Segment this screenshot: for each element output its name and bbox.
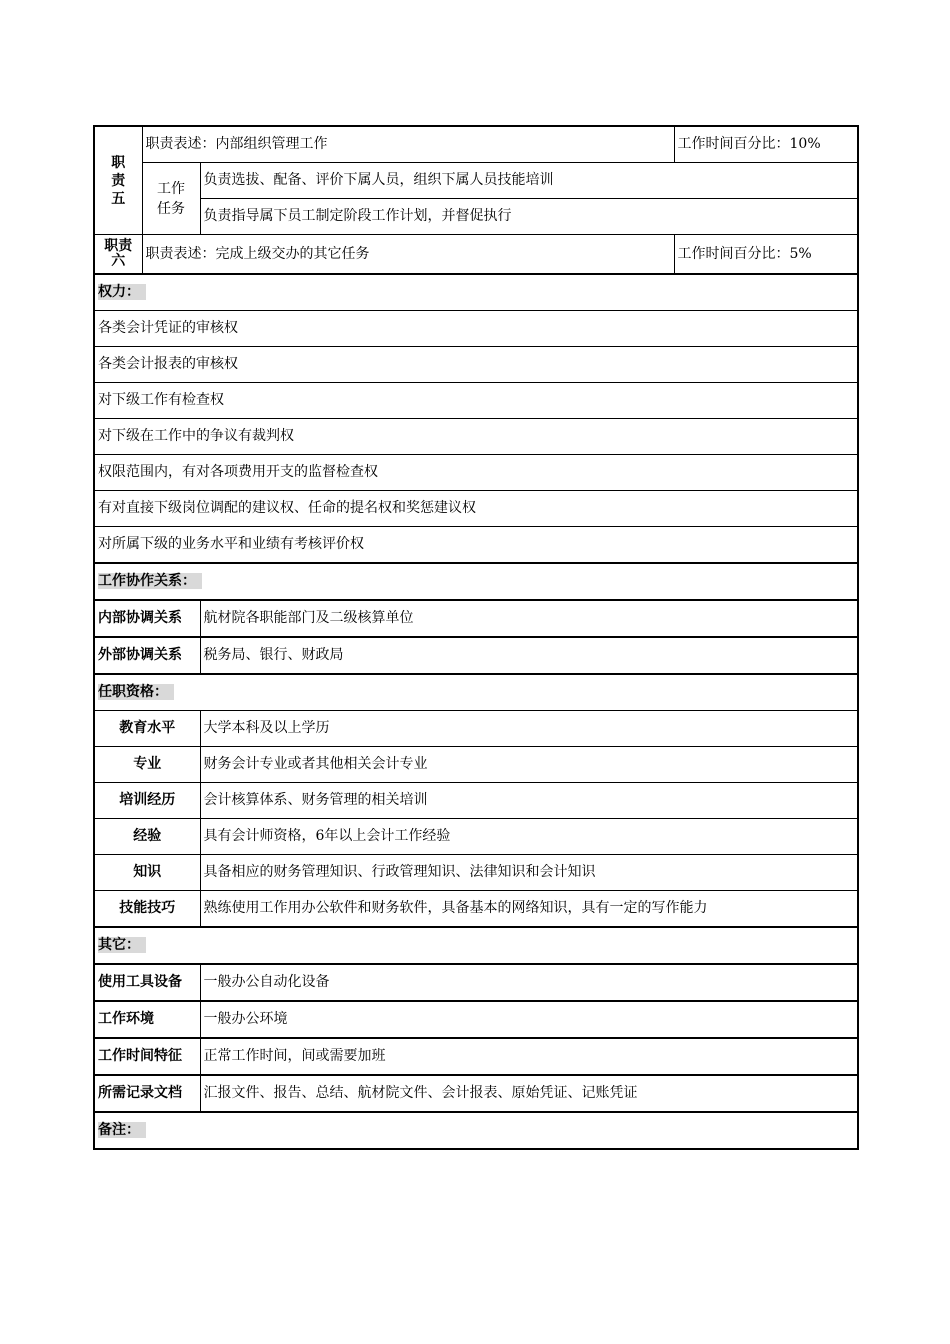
duty6-label: 职责 六 [94, 235, 142, 275]
other-label: 工作时间特征 [94, 1038, 200, 1075]
relation-label: 内部协调关系 [94, 600, 200, 637]
power-item-row [94, 491, 858, 527]
power-item: 有对直接下级岗位调配的建议权、任命的提名权和奖惩建议权 [94, 491, 858, 527]
other-label: 使用工具设备 [94, 964, 200, 1001]
power-item-row [94, 419, 858, 455]
duty5-task-row [94, 199, 858, 235]
qualifications-heading-row [94, 674, 858, 711]
others-heading: 其它： [94, 927, 858, 964]
qualification-row [94, 891, 858, 928]
other-value: 正常工作时间，间或需要加班 [200, 1038, 858, 1075]
power-item: 对所属下级的业务水平和业绩有考核评价权 [94, 527, 858, 564]
power-item: 权限范围内，有对各项费用开支的监督检查权 [94, 455, 858, 491]
qualification-value: 具有会计师资格，6年以上会计工作经验 [200, 819, 858, 855]
qualification-value: 会计核算体系、财务管理的相关培训 [200, 783, 858, 819]
power-item: 对下级在工作中的争议有裁判权 [94, 419, 858, 455]
relation-row [94, 637, 858, 674]
other-row [94, 1001, 858, 1038]
other-value: 一般办公自动化设备 [200, 964, 858, 1001]
duty6-description: 职责表述：完成上级交办的其它任务 [142, 235, 674, 275]
qualification-label: 经验 [94, 819, 200, 855]
relation-value: 税务局、银行、财政局 [200, 637, 858, 674]
qualification-label: 知识 [94, 855, 200, 891]
power-item: 各类会计报表的审核权 [94, 347, 858, 383]
duty5-task-label: 工作 任务 [142, 163, 200, 235]
duty6-row [94, 235, 858, 275]
relations-heading: 工作协作关系： [94, 563, 858, 600]
other-label: 工作环境 [94, 1001, 200, 1038]
qualification-value: 大学本科及以上学历 [200, 711, 858, 747]
power-item-row [94, 527, 858, 564]
duty5-task-2: 负责指导属下员工制定阶段工作计划，并督促执行 [200, 199, 858, 235]
qualification-label: 培训经历 [94, 783, 200, 819]
power-item: 各类会计凭证的审核权 [94, 311, 858, 347]
relation-label: 外部协调关系 [94, 637, 200, 674]
relation-row [94, 600, 858, 637]
other-row [94, 964, 858, 1001]
relations-heading-row [94, 563, 858, 600]
power-item-row [94, 347, 858, 383]
other-row [94, 1038, 858, 1075]
qualification-row [94, 747, 858, 783]
qualification-value: 具备相应的财务管理知识、行政管理知识、法律知识和会计知识 [200, 855, 858, 891]
qualifications-heading: 任职资格： [94, 674, 858, 711]
duty5-label: 职 责 五 [94, 126, 142, 235]
qualification-label: 专业 [94, 747, 200, 783]
other-label: 所需记录文档 [94, 1075, 200, 1112]
remarks-heading-row [94, 1112, 858, 1149]
qualification-value: 熟练使用工作用办公软件和财务软件，具备基本的网络知识，具有一定的写作能力 [200, 891, 858, 928]
qualification-value: 财务会计专业或者其他相关会计专业 [200, 747, 858, 783]
qualification-row [94, 711, 858, 747]
duty5-description: 职责表述：内部组织管理工作 [142, 126, 674, 163]
remarks-heading: 备注： [94, 1112, 858, 1149]
power-item: 对下级工作有检查权 [94, 383, 858, 419]
job-description-table [93, 125, 859, 1150]
qualification-label: 技能技巧 [94, 891, 200, 928]
duty5-time-percent: 工作时间百分比：10% [674, 126, 858, 163]
power-item-row [94, 455, 858, 491]
duty5-task-1: 负责选拔、配备、评价下属人员，组织下属人员技能培训 [200, 163, 858, 199]
other-value: 一般办公环境 [200, 1001, 858, 1038]
other-value: 汇报文件、报告、总结、航材院文件、会计报表、原始凭证、记账凭证 [200, 1075, 858, 1112]
relation-value: 航材院各职能部门及二级核算单位 [200, 600, 858, 637]
duty5-row [94, 126, 858, 163]
duty5-task-row [94, 163, 858, 199]
qualification-row [94, 783, 858, 819]
power-item-row [94, 311, 858, 347]
powers-heading-row [94, 274, 858, 311]
others-heading-row [94, 927, 858, 964]
qualification-label: 教育水平 [94, 711, 200, 747]
power-item-row [94, 383, 858, 419]
other-row [94, 1075, 858, 1112]
job-description-document [93, 125, 857, 1150]
qualification-row [94, 819, 858, 855]
qualification-row [94, 855, 858, 891]
powers-heading: 权力： [94, 274, 858, 311]
duty6-time-percent: 工作时间百分比：5% [674, 235, 858, 275]
